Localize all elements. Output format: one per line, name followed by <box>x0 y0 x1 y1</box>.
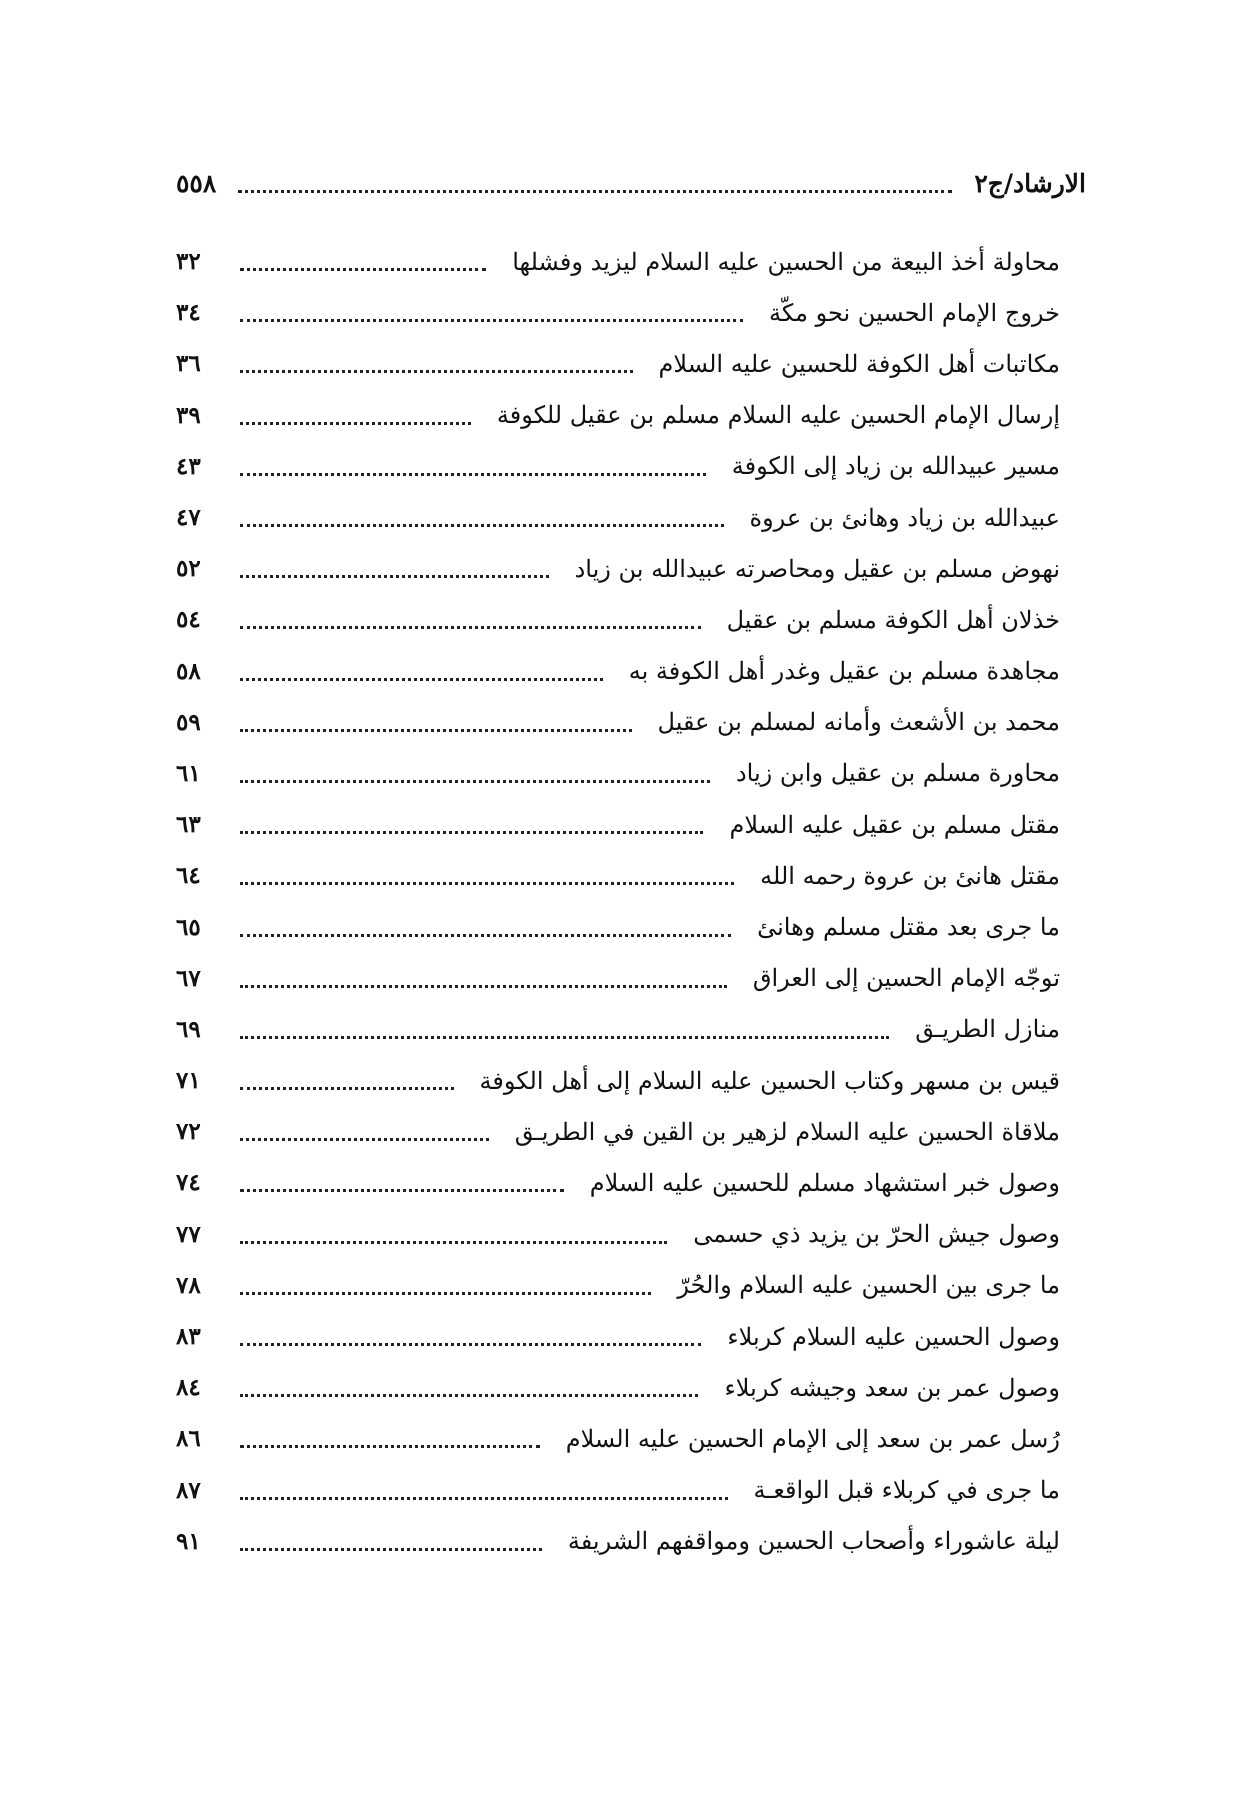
toc-entry-page-number: ٦١ <box>176 759 201 787</box>
toc-entry-page-number: ٦٤ <box>176 862 201 890</box>
toc-entry <box>176 901 1060 952</box>
toc-dot-leader <box>240 1339 701 1346</box>
toc-entry-title: إرسال الإمام الحسين عليه السلام مسلم بن عقيل للكوفة <box>496 401 1060 430</box>
toc-entry <box>176 543 1060 594</box>
toc-entry-page-number: ٣٢ <box>176 248 201 276</box>
toc-entry <box>176 953 1060 1004</box>
toc-entry <box>176 748 1060 799</box>
toc-dot-leader <box>240 1441 540 1448</box>
toc-entry <box>176 799 1060 850</box>
toc-entry-page-number: ٥٨ <box>176 657 201 685</box>
toc-entry-page-number: ٧٤ <box>176 1169 201 1197</box>
toc-entry-title: وصول جيش الحرّ بن يزيد ذي حسمى <box>693 1220 1060 1249</box>
toc-dot-leader <box>240 418 471 425</box>
toc-entry <box>176 1311 1060 1362</box>
toc-entry <box>176 1209 1060 1260</box>
toc-entry-title: قيس بن مسهر وكتاب الحسين عليه السلام إلى أهل الكوفة <box>479 1066 1060 1095</box>
toc-entry-page-number: ٦٩ <box>176 1015 201 1043</box>
toc-dot-leader <box>240 1083 454 1090</box>
toc-dot-leader <box>240 264 486 271</box>
running-header <box>176 158 1086 208</box>
toc-dot-leader <box>240 674 603 681</box>
toc-entry <box>176 1465 1060 1516</box>
toc-dot-leader <box>240 776 710 783</box>
toc-entry-page-number: ٨٧ <box>176 1476 201 1504</box>
toc-entry <box>176 492 1060 543</box>
toc-dot-leader <box>240 725 632 732</box>
toc-entry <box>176 1106 1060 1157</box>
toc-entry-title: منازل الطريـق <box>915 1015 1060 1044</box>
toc-entry-title: نهوض مسلم بن عقيل ومحاصرته عبيدالله بن زياد <box>574 554 1060 583</box>
header-page-number: ٥٥٨ <box>176 168 217 198</box>
toc-entry-page-number: ٦٣ <box>176 811 201 839</box>
toc-entry <box>176 1516 1060 1567</box>
toc-entry-title: ما جرى بين الحسين عليه السلام والحُرّ <box>677 1271 1060 1300</box>
toc-dot-leader <box>240 622 701 629</box>
toc-entry <box>176 1413 1060 1464</box>
toc-entry-title: ملاقاة الحسين عليه السلام لزهير بن القين في الطريـق <box>514 1117 1060 1146</box>
toc-entry-page-number: ٣٦ <box>176 350 201 378</box>
toc-entry <box>176 287 1060 338</box>
toc-entry-title: مكاتبات أهل الكوفة للحسين عليه السلام <box>658 349 1060 378</box>
toc-entry <box>176 594 1060 645</box>
toc-entry <box>176 1362 1060 1413</box>
toc-dot-leader <box>240 827 703 834</box>
toc-dot-leader <box>240 1134 489 1141</box>
toc-entry <box>176 441 1060 492</box>
toc-entry-title: محاولة أخذ البيعة من الحسين عليه السلام ليزيد وفشلها <box>512 247 1060 276</box>
toc-dot-leader <box>240 930 731 937</box>
toc-entry-page-number: ٤٧ <box>176 504 201 532</box>
toc-entry-page-number: ٧٨ <box>176 1271 201 1299</box>
toc-dot-leader <box>240 1032 889 1039</box>
toc-entry <box>176 236 1060 287</box>
toc-dot-leader <box>240 366 633 373</box>
toc-entry-title: مسير عبيدالله بن زياد إلى الكوفة <box>731 452 1060 481</box>
toc-entry <box>176 1004 1060 1055</box>
toc-entry-page-number: ٨٤ <box>176 1374 201 1402</box>
toc-dot-leader <box>240 878 734 885</box>
toc-entry-title: خذلان أهل الكوفة مسلم بن عقيل <box>726 605 1060 634</box>
toc-entry-title: وصول الحسين عليه السلام كربلاء <box>727 1322 1060 1351</box>
toc-entry <box>176 1157 1060 1208</box>
header-dot-leader <box>238 186 952 193</box>
toc-entry-page-number: ٧١ <box>176 1067 201 1095</box>
header-book-title: الارشاد/ج٢ <box>974 168 1086 198</box>
toc-entry-title: توجّه الإمام الحسين إلى العراق <box>752 964 1060 993</box>
toc-dot-leader <box>240 1544 542 1551</box>
toc-entry-page-number: ٨٣ <box>176 1323 201 1351</box>
toc-entry-page-number: ٣٩ <box>176 401 201 429</box>
toc-entry-page-number: ٥٤ <box>176 606 201 634</box>
toc-entry-title: مقتل مسلم بن عقيل عليه السلام <box>729 810 1060 839</box>
toc-dot-leader <box>240 520 724 527</box>
toc-entry <box>176 850 1060 901</box>
toc-entry-title: وصول خبر استشهاد مسلم للحسين عليه السلام <box>589 1168 1060 1197</box>
toc-entry <box>176 338 1060 389</box>
toc-entry-title: مجاهدة مسلم بن عقيل وغدر أهل الكوفة به <box>628 657 1060 686</box>
table-of-contents <box>176 236 1060 1567</box>
toc-entry-title: خروج الإمام الحسين نحو مكّة <box>769 298 1060 327</box>
toc-entry <box>176 646 1060 697</box>
toc-entry <box>176 697 1060 748</box>
toc-dot-leader <box>240 315 743 322</box>
toc-dot-leader <box>240 1493 728 1500</box>
toc-dot-leader <box>240 1288 651 1295</box>
toc-entry-page-number: ٦٧ <box>176 964 201 992</box>
toc-entry <box>176 1055 1060 1106</box>
toc-entry-title: عبيدالله بن زياد وهانئ بن عروة <box>749 503 1060 532</box>
toc-entry <box>176 1260 1060 1311</box>
toc-entry <box>176 390 1060 441</box>
toc-entry-page-number: ٨٦ <box>176 1425 201 1453</box>
toc-entry-page-number: ٦٥ <box>176 913 201 941</box>
toc-dot-leader <box>240 1185 564 1192</box>
toc-entry-title: محمد بن الأشعث وأمانه لمسلم بن عقيل <box>657 708 1060 737</box>
toc-entry-title: مقتل هانئ بن عروة رحمه الله <box>760 861 1060 890</box>
toc-entry-title: ليلة عاشوراء وأصحاب الحسين ومواقفهم الشريفة <box>567 1527 1060 1556</box>
toc-dot-leader <box>240 1390 698 1397</box>
toc-dot-leader <box>240 469 706 476</box>
toc-dot-leader <box>240 981 727 988</box>
toc-entry-title: رُسل عمر بن سعد إلى الإمام الحسين عليه السلام <box>565 1424 1060 1453</box>
toc-entry-title: ما جرى في كربلاء قبل الواقعـة <box>753 1476 1060 1505</box>
toc-entry-page-number: ٧٧ <box>176 1220 201 1248</box>
toc-entry-page-number: ٩١ <box>176 1527 201 1555</box>
toc-entry-page-number: ٥٩ <box>176 708 201 736</box>
toc-entry-page-number: ٣٤ <box>176 299 201 327</box>
toc-entry-title: محاورة مسلم بن عقيل وابن زياد <box>735 759 1060 788</box>
toc-entry-title: ما جرى بعد مقتل مسلم وهانئ <box>757 913 1060 942</box>
toc-dot-leader <box>240 1237 667 1244</box>
toc-dot-leader <box>240 571 549 578</box>
toc-entry-title: وصول عمر بن سعد وجيشه كربلاء <box>724 1373 1060 1402</box>
toc-entry-page-number: ٥٢ <box>176 555 201 583</box>
toc-entry-page-number: ٧٢ <box>176 1118 201 1146</box>
toc-entry-page-number: ٤٣ <box>176 452 201 480</box>
